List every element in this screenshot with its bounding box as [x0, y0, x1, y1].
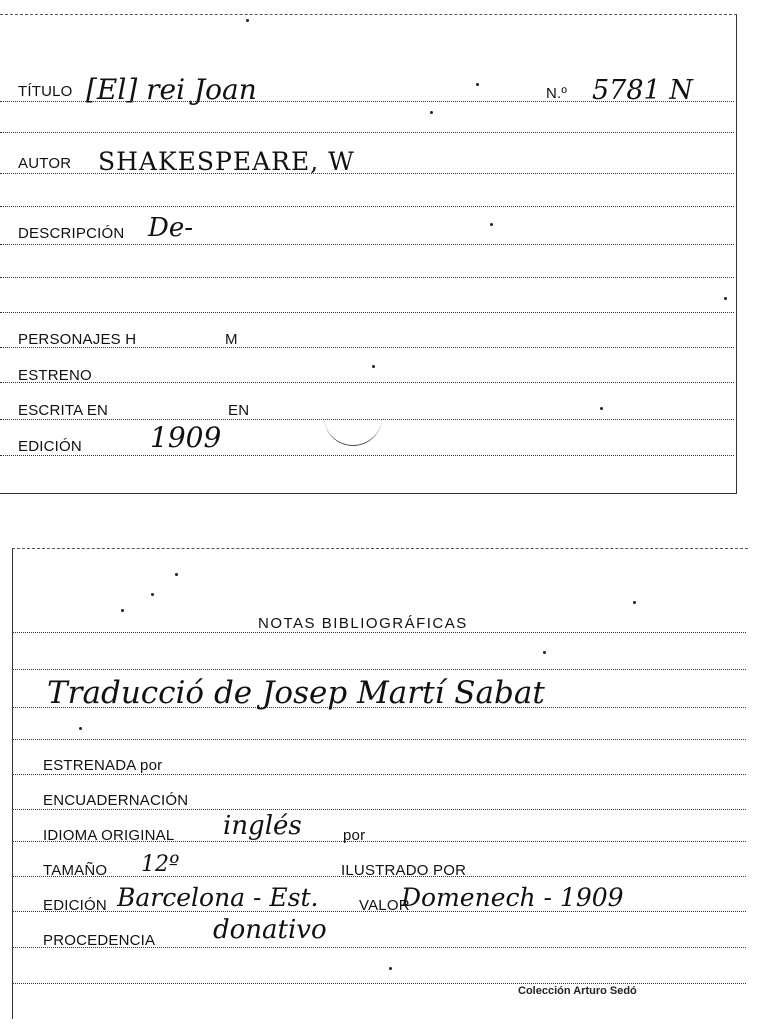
autor-label: AUTOR — [18, 155, 72, 172]
encuadernacion-label: ENCUADERNACIÓN — [43, 792, 189, 809]
edicion-back-label: EDICIÓN — [43, 897, 107, 914]
speck — [372, 365, 375, 368]
translation-note: Traducció de Josep Martí Sabat — [47, 675, 545, 711]
numero-value: 5781 N — [592, 75, 693, 106]
ilustrado-label: ILUSTRADO POR — [341, 862, 467, 879]
tamano-value: 12º — [141, 852, 180, 877]
valor-label: VALOR — [359, 897, 410, 914]
catalog-card-back — [12, 548, 748, 1019]
tamano-label: TAMAÑO — [43, 862, 108, 879]
estreno-label: ESTRENO — [18, 367, 92, 384]
rule-line — [0, 382, 734, 383]
rule-line — [13, 809, 746, 810]
procedencia-label: PROCEDENCIA — [43, 932, 156, 949]
collection-credit: Colección Arturo Sedó — [518, 985, 637, 997]
speck — [79, 727, 82, 730]
rule-line — [13, 739, 746, 740]
rule-line — [13, 669, 746, 670]
punch-hole — [324, 397, 382, 446]
titulo-value: [El] rei Joan — [86, 73, 257, 106]
speck — [724, 297, 727, 300]
speck — [389, 967, 392, 970]
speck — [175, 573, 178, 576]
escrita-en-label: EN — [228, 402, 250, 419]
speck — [490, 223, 493, 226]
notas-heading: NOTAS BIBLIOGRÁFICAS — [258, 615, 468, 632]
rule-line — [0, 277, 734, 278]
titulo-label: TÍTULO — [18, 83, 73, 100]
numero-label: N.º — [546, 85, 568, 102]
personajes-m-label: M — [225, 331, 238, 348]
rule-line — [0, 206, 734, 207]
speck — [476, 83, 479, 86]
rule-line — [13, 632, 746, 633]
speck — [543, 651, 546, 654]
descripcion-label: DESCRIPCIÓN — [18, 225, 125, 242]
edicion-label: EDICIÓN — [18, 438, 82, 455]
catalog-card-front — [0, 14, 737, 494]
speck — [633, 601, 636, 604]
edicion-value: 1909 — [150, 421, 222, 454]
edicion-back-value: Barcelona - Est. — [117, 883, 319, 912]
rule-line — [0, 455, 734, 456]
rule-line — [0, 132, 734, 133]
autor-value: SHAKESPEARE, W — [98, 147, 355, 176]
speck — [600, 407, 603, 410]
descripcion-value: De- — [148, 213, 194, 243]
idioma-por-label: por — [343, 827, 366, 844]
speck — [121, 609, 124, 612]
valor-value: Domenech - 1909 — [401, 883, 624, 912]
idioma-value: inglés — [223, 811, 302, 841]
speck — [430, 111, 433, 114]
speck — [151, 593, 154, 596]
speck — [246, 19, 249, 22]
idioma-label: IDIOMA ORIGINAL — [43, 827, 175, 844]
personajes-label: PERSONAJES H — [18, 331, 137, 348]
rule-line — [0, 312, 734, 313]
rule-line — [13, 774, 746, 775]
estrenada-label: ESTRENADA por — [43, 757, 163, 774]
rule-line — [0, 244, 734, 245]
rule-line — [13, 983, 746, 984]
escrita-label: ESCRITA EN — [18, 402, 109, 419]
procedencia-value: donativo — [213, 915, 327, 945]
